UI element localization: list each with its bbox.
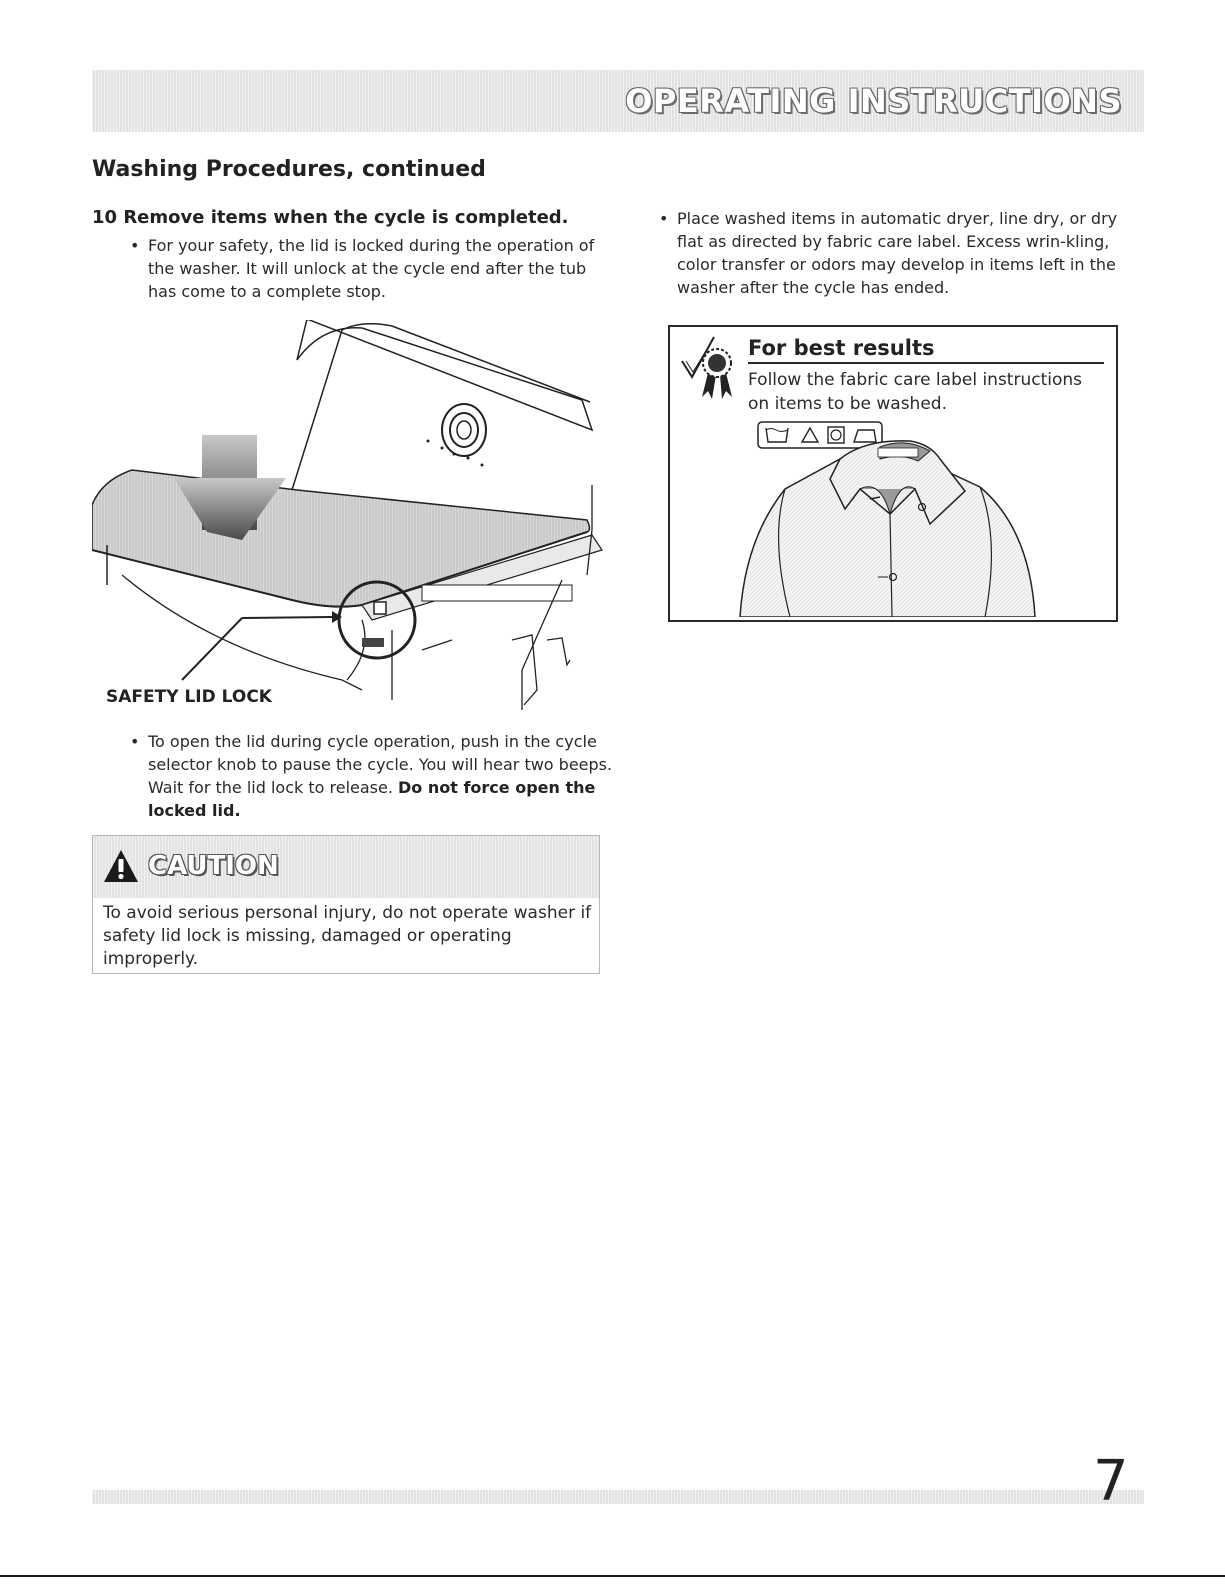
header-banner <box>92 70 1144 132</box>
section-title: Washing Procedures, continued <box>92 157 486 182</box>
footer-bar <box>92 1490 1144 1504</box>
best-results-title: For best results <box>748 335 1104 364</box>
caution-title: CAUTION <box>148 851 279 881</box>
bullet-text: Place washed items in automatic dryer, line dry, or dry flat as directed by fabric care label. Excess wrin-kling, color transfer or odors may develop in items left in the washer after the cycle has ended. <box>677 209 1118 297</box>
shirt-care-label-illustration <box>730 419 1060 617</box>
page-number: 7 <box>1093 1449 1129 1514</box>
best-results-box <box>668 325 1118 622</box>
step-heading: 10 Remove items when the cycle is completed. <box>92 207 569 228</box>
caution-text: To avoid serious personal injury, do not operate washer if safety lid lock is missing, damaged or operating improperly. <box>103 903 592 969</box>
bullet-text: To open the lid during cycle operation, push in the cycle selector knob to pause the cycle. You will hear two beeps. Wait for the lid lock to release. <box>148 732 613 797</box>
best-results-text: Follow the fabric care label instructions on items to be washed. <box>748 370 1082 414</box>
safety-lid-lock-label: SAFETY LID LOCK <box>106 687 272 707</box>
bullet-place-items-info <box>657 207 1147 299</box>
page-header-title: OPERATING INSTRUCTIONS <box>625 82 1122 120</box>
bullet-open-lid-info <box>128 730 618 822</box>
bullet-text: For your safety, the lid is locked during the operation of the washer. It will unlock at the cycle end after the tub has come to a complete stop. <box>148 236 595 301</box>
bullet-warning-text: Do not force open the locked lid. <box>148 778 596 820</box>
washer-lid-illustration <box>92 320 612 720</box>
caution-header <box>93 836 599 898</box>
warning-triangle-icon <box>103 849 139 883</box>
bullet-lid-locked-info <box>128 234 618 303</box>
cycle-selector-knob-icon <box>442 404 486 456</box>
caution-box <box>92 835 600 974</box>
page-bottom-rule <box>0 1575 1225 1577</box>
award-ribbon-icon <box>680 333 734 403</box>
care-symbols-icon <box>758 422 882 448</box>
